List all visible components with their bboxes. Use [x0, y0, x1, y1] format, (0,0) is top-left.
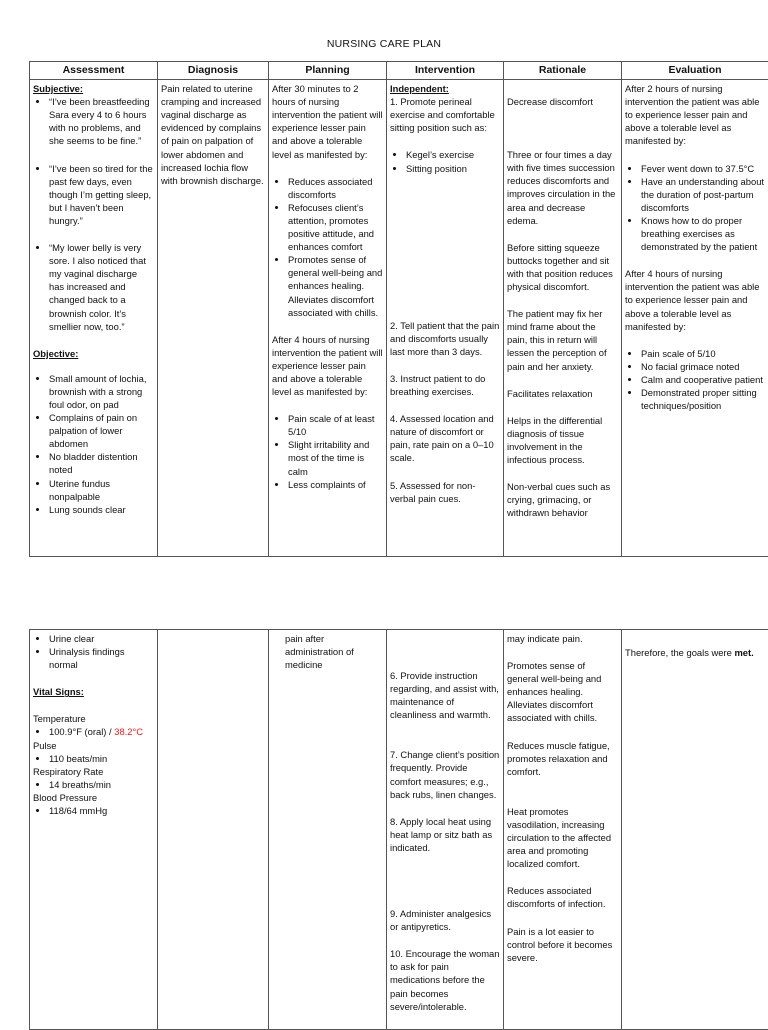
assessment-cell-cont — [30, 630, 158, 1030]
vital-signs-label: Vital Signs: — [33, 685, 154, 698]
subjective-quote: • “My lower belly is very sore. I also noticed that my vaginal discharge has increased and changed back to a brownish color. It’s smellier now, too.” — [49, 241, 154, 333]
objective-finding: • Lung sounds clear — [49, 503, 154, 516]
intervention-1: 1. Promote perineal exercise and comfortable sitting position such as: — [390, 95, 500, 134]
planning-cell-cont — [269, 630, 387, 1030]
objective-finding: • Urine clear — [49, 632, 154, 645]
diagnosis-cell-cont — [158, 630, 269, 1030]
objective-finding: • Uterine fundus nonpalpable — [49, 477, 154, 503]
nursing-diagnosis: Pain related to uterine cramping and increased vaginal discharge as evidenced by complains of pain on palpation of lower abdomen and increased lochia flow with brownish discharge. — [161, 82, 265, 187]
evaluation-outcome: • Have an understanding about the duration of post-partum discomforts — [641, 175, 765, 214]
page-title: NURSING CARE PLAN — [0, 38, 768, 50]
intervention-1-item: • Kegel’s exercise — [406, 148, 500, 161]
blood-pressure-label: Blood Pressure — [33, 791, 154, 804]
blood-pressure-value: • 118/64 mmHg — [49, 804, 154, 817]
intervention-3: 3. Instruct patient to do breathing exercises. — [390, 372, 500, 398]
header-planning: Planning — [269, 62, 387, 80]
planning-outcome-cont: pain after administration of medicine — [272, 632, 383, 671]
evaluation-outcome: • No facial grimace noted — [641, 360, 765, 373]
pulse-label: Pulse — [33, 739, 154, 752]
rationale-1b: Three or four times a day with five times succession reduces discomforts and improves circulation in the area and decrease edema. — [507, 148, 618, 227]
temperature-reading — [49, 725, 154, 738]
rationale-cell — [504, 80, 622, 557]
evaluation-cell-cont — [622, 630, 768, 1030]
respiratory-rate-label: Respiratory Rate — [33, 765, 154, 778]
care-plan-table-page-1 — [29, 61, 768, 557]
planning-outcome: • Promotes sense of general well-being and enhances healing. Alleviates discomfort associated with chills. — [288, 253, 383, 318]
evaluation-conclusion — [625, 646, 765, 659]
intervention-1-item: • Sitting position — [406, 162, 500, 175]
temperature-label: Temperature — [33, 712, 154, 725]
intervention-4: 4. Assessed location and nature of discomfort or pain, rate pain on a 0–10 scale. — [390, 412, 500, 464]
rationale-cell-cont — [504, 630, 622, 1030]
planning-outcome: • Reduces associated discomforts — [288, 175, 383, 201]
rationale-10: Pain is a lot easier to control before it becomes severe. — [507, 925, 618, 964]
independent-label: Independent: — [390, 82, 500, 95]
evaluation-outcome: • Calm and cooperative patient — [641, 373, 765, 386]
evaluation-outcome: • Knows how to do proper breathing exercises as demonstrated by the patient — [641, 214, 765, 253]
rationale-9: Reduces associated discomforts of infection. — [507, 884, 618, 910]
diagnosis-cell — [158, 80, 269, 557]
intervention-10: 10. Encourage the woman to ask for pain medications before the pain becomes severe/intolerable. — [390, 947, 500, 1012]
intervention-2: 2. Tell patient that the pain and discomforts usually last more than 3 days. — [390, 319, 500, 358]
header-assessment: Assessment — [30, 62, 158, 80]
temperature-value: 100.9°F (oral) / — [49, 726, 114, 737]
rationale-5-cont: may indicate pain. — [507, 632, 618, 645]
respiratory-rate-value: • 14 breaths/min — [49, 778, 154, 791]
planning-goal-1: After 30 minutes to 2 hours of nursing intervention the patient will experience lesser pain and above a tolerable level as manifested by: — [272, 82, 383, 161]
rationale-6: Promotes sense of general well-being and enhances healing. Alleviates discomfort associated with chills. — [507, 659, 618, 724]
intervention-7: 7. Change client’s position frequently. Provide comfort measures; e.g., back rubs, linen changes. — [390, 748, 500, 800]
evaluation-outcome: • Demonstrated proper sitting techniques/position — [641, 386, 765, 412]
rationale-1c: Before sitting squeeze buttocks together and sit with that position reduces physical discomfort. — [507, 241, 618, 293]
header-rationale: Rationale — [504, 62, 622, 80]
planning-cell — [269, 80, 387, 557]
temperature-celsius: 38.2°C — [114, 726, 143, 737]
rationale-8: Heat promotes vasodilation, increasing circulation to the affected area and promoting localized comfort. — [507, 805, 618, 870]
pulse-value: • 110 beats/min — [49, 752, 154, 765]
rationale-4: Helps in the differential diagnosis of tissue involvement in the infectious process. — [507, 414, 618, 466]
evaluation-cell — [622, 80, 768, 557]
care-plan-table-page-2 — [29, 629, 768, 1030]
evaluation-1: After 2 hours of nursing intervention the patient was able to experience lesser pain and above a tolerable level as manifested by: — [625, 82, 765, 147]
planning-outcome: • Slight irritability and most of the time is calm — [288, 438, 383, 477]
evaluation-conclusion-text: Therefore, the goals were — [625, 647, 734, 658]
rationale-3: Facilitates relaxation — [507, 387, 618, 400]
intervention-cell — [387, 80, 504, 557]
subjective-quote: • “I’ve been breastfeeding Sara every 4 to 6 hours with no problems, and she seems to be fine.” — [49, 95, 154, 147]
planning-outcome: • Less complaints of — [288, 478, 383, 491]
evaluation-conclusion-met: met. — [734, 647, 753, 658]
rationale-7: Reduces muscle fatigue, promotes relaxation and comfort. — [507, 739, 618, 778]
header-intervention: Intervention — [387, 62, 504, 80]
objective-finding: • Urinalysis findings normal — [49, 645, 154, 671]
planning-outcome: • Refocuses client’s attention, promotes positive attitude, and enhances comfort — [288, 201, 383, 253]
intervention-5: 5. Assessed for non-verbal pain cues. — [390, 479, 500, 505]
evaluation-2: After 4 hours of nursing intervention the patient was able to experience lesser pain and above a tolerable level as manifested by: — [625, 267, 765, 332]
content-row — [30, 630, 768, 1030]
intervention-9: 9. Administer analgesics or antipyretics. — [390, 907, 500, 933]
content-row — [30, 80, 768, 557]
header-row — [30, 62, 768, 80]
rationale-2: The patient may fix her mind frame about the pain, this in return will lessen the perception of pain and her anxiety. — [507, 307, 618, 372]
evaluation-outcome: • Pain scale of 5/10 — [641, 347, 765, 360]
rationale-1: Decrease discomfort — [507, 95, 618, 108]
planning-goal-2: After 4 hours of nursing intervention the patient will experience lesser pain and above a tolerable level as manifested by: — [272, 333, 383, 398]
evaluation-outcome: • Fever went down to 37.5°C — [641, 162, 765, 175]
rationale-5: Non-verbal cues such as crying, grimacing, or withdrawn behavior — [507, 480, 618, 519]
subjective-quote: • “I’ve been so tired for the past few days, even though I’m getting sleep, but I haven’t been hungry.” — [49, 162, 154, 227]
objective-finding: • No bladder distention noted — [49, 450, 154, 476]
objective-finding: • Complains of pain on palpation of lower abdomen — [49, 411, 154, 450]
header-diagnosis: Diagnosis — [158, 62, 269, 80]
planning-outcome: • Pain scale of at least 5/10 — [288, 412, 383, 438]
subjective-label: Subjective: — [33, 82, 154, 95]
intervention-cell-cont — [387, 630, 504, 1030]
intervention-6: 6. Provide instruction regarding, and assist with, maintenance of cleanliness and warmth. — [390, 669, 500, 721]
intervention-8: 8. Apply local heat using heat lamp or sitz bath as indicated. — [390, 815, 500, 854]
objective-finding: • Small amount of lochia, brownish with a strong foul odor, on pad — [49, 372, 154, 411]
header-evaluation: Evaluation — [622, 62, 768, 80]
objective-label: Objective: — [33, 347, 154, 360]
assessment-cell — [30, 80, 158, 557]
